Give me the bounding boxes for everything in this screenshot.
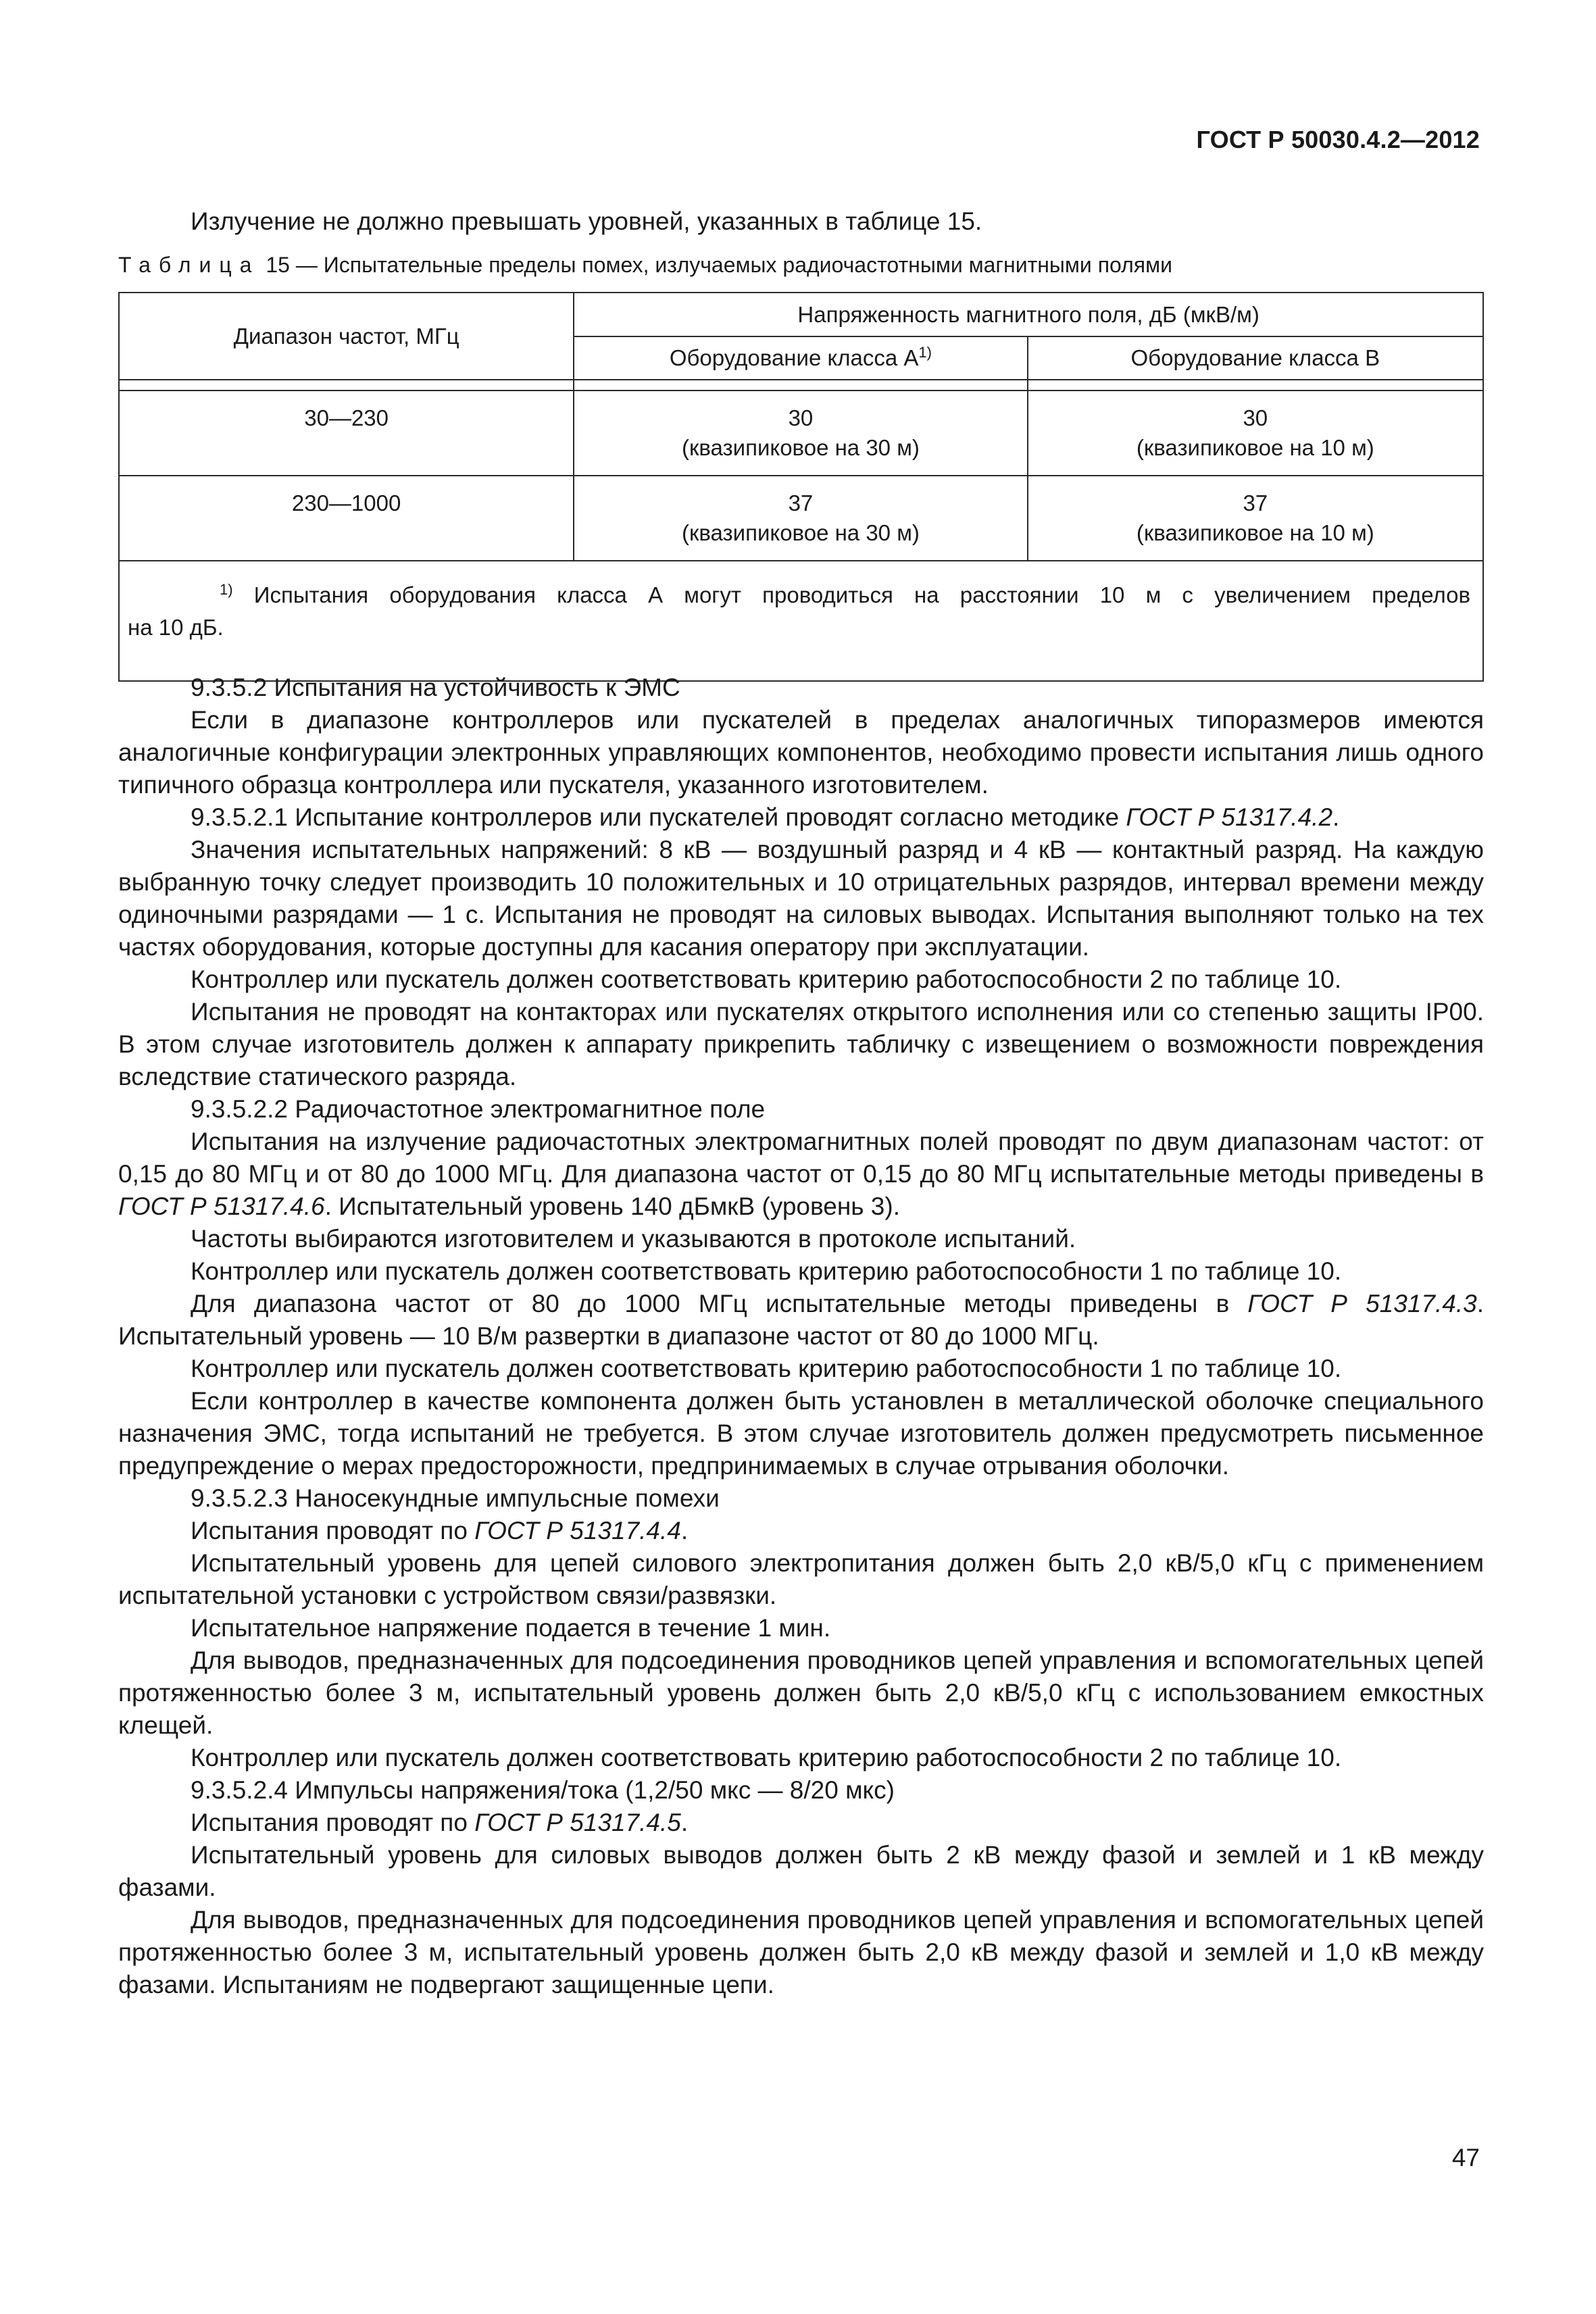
paragraph: Если контроллер в качестве компонента должен быть установлен в металлической оболочке специального назначения ЭМС, тогда испытаний не требуется. В этом случае изготовитель должен предусмотреть письменное предупреждение о мерах предосторожности, предпринимаемых в случае отрывания оболочки. [118, 1387, 1484, 1480]
table-caption-label: Таблица [118, 253, 260, 277]
paragraph: Контроллер или пускатель должен соответствовать критерию работоспособности 2 по таблице 10. [191, 965, 1342, 993]
emission-limits-table [118, 292, 1484, 682]
paragraph: Испытательный уровень для силовых выводов должен быть 2 кВ между фазой и землей и 1 кВ между фазами. [118, 1841, 1484, 1901]
table-caption-text: 15 — Испытательные пределы помех, излучаемых радиочастотными магнитными полями [266, 253, 1172, 277]
paragraph: Испытательное напряжение подается в течение 1 мин. [191, 1614, 831, 1642]
standard-reference: ГОСТ Р 51317.4.4 [474, 1517, 681, 1544]
paragraph: Для выводов, предназначенных для подсоединения проводников цепей управления и вспомогательных цепей протяженностью более 3 м, испытательный уровень должен быть 2,0 кВ/5,0 кГц с использованием емкостных клещей. [118, 1646, 1484, 1739]
paragraph: Испытания не проводят на контакторах или пускателях открытого исполнения или со степенью защиты IP00. В этом случае изготовитель должен к аппарату прикрепить табличку с извещением о возможности повреждения вследствие статического разряда. [118, 998, 1484, 1090]
body-text [118, 672, 1484, 2001]
range-cell: 30—230 [119, 391, 574, 476]
class-a-cell: 30 (квазипиковое на 30 м) [574, 391, 1027, 476]
standard-designation: ГОСТ Р 50030.4.2—2012 [1196, 126, 1480, 153]
class-b-cell: 37 (квазипиковое на 10 м) [1028, 476, 1483, 561]
paragraph: Контроллер или пускатель должен соответствовать критерию работоспособности 1 по таблице 10. [191, 1257, 1342, 1285]
frequency-range-header: Диапазон частот, МГц [119, 293, 574, 380]
header-gap [119, 380, 574, 391]
paragraph: Испытания проводят по ГОСТ Р 51317.4.4. [191, 1517, 689, 1544]
section-heading: 9.3.5.2 Испытания на устойчивость к ЭМС [191, 674, 680, 701]
class-a-header: Оборудование класса $А^{1)}$ [574, 336, 1027, 380]
paragraph: Испытания проводят по ГОСТ Р 51317.4.5. [191, 1809, 689, 1836]
paragraph: Для выводов, предназначенных для подсоединения проводников цепей управления и вспомогательных цепей протяженностью более 3 м, испытательный уровень должен быть 2,0 кВ между фазой и землей и 1,0 кВ между фазами. Испытаниям не подвергают защищенные цепи. [118, 1906, 1484, 1998]
paragraph: Испытания на излучение радиочастотных электромагнитных полей проводят по двум диапазонам частот: от 0,15 до 80 МГц и от 80 до 1000 МГц. Для диапазона частот от 0,15 до 80 МГц испытательные методы приведены в ГОСТ Р 51317.4.6. Испытательный уровень 140 дБмкВ (уровень 3). [118, 1128, 1484, 1220]
paragraph: Если в диапазоне контроллеров или пускателей в пределах аналогичных типоразмеров имеются аналогичные конфигурации электронных управляющих компонентов, необходимо провести испытания лишь одного типичного образца контроллера или пускателя, указанного изготовителем. [118, 706, 1484, 799]
paragraph: Частоты выбираются изготовителем и указываются в протоколе испытаний. [191, 1225, 1076, 1253]
section-heading: 9.3.5.2.3 Наносекундные импульсные помехи [191, 1484, 720, 1512]
footnote-ref: 1) [918, 344, 932, 361]
table-row [119, 476, 1483, 561]
table-caption [118, 250, 1172, 280]
intro-sentence: Излучение не должно превышать уровней, указанных в таблице 15. [191, 207, 982, 235]
section-heading: 9.3.5.2.4 Импульсы напряжения/тока (1,2/50 мкс — 8/20 мкс) [191, 1776, 895, 1804]
paragraph: 9.3.5.2.1 Испытание контроллеров или пускателей проводят согласно методике ГОСТ Р 51317.4.2. [191, 803, 1340, 831]
paragraph: Значения испытательных напряжений: 8 кВ — воздушный разряд и 4 кВ — контактный разряд. На каждую выбранную точку следует производить 10 положительных и 10 отрицательных разрядов, интервал времени между одиночными разрядами — 1 с. Испытания не проводят на силовых выводах. Испытания выполняют только на тех частях оборудования, которые доступны для касания оператору при эксплуатации. [118, 836, 1484, 961]
table-footnote: $^{1)}$ Испытания оборудования класса А могут проводиться на расстоянии 10 м с увеличением пределов на 10 дБ. [119, 561, 1483, 681]
section-heading: 9.3.5.2.2 Радиочастотное электромагнитное поле [191, 1095, 766, 1123]
page-number: 47 [1451, 2144, 1480, 2171]
paragraph: Для диапазона частот от 80 до 1000 МГц испытательные методы приведены в ГОСТ Р 51317.4.3. Испытательный уровень — 10 В/м развертки в диапазоне частот от 80 до 1000 МГц. [118, 1290, 1484, 1350]
class-a-cell: 37 (квазипиковое на 30 м) [574, 476, 1027, 561]
range-cell: 230—1000 [119, 476, 574, 561]
class-b-header: Оборудование класса В [1028, 336, 1483, 380]
class-b-cell: 30 (квазипиковое на 10 м) [1028, 391, 1483, 476]
table-row [119, 391, 1483, 476]
paragraph: Контроллер или пускатель должен соответствовать критерию работоспособности 2 по таблице 10. [191, 1744, 1342, 1771]
standard-reference: ГОСТ Р 51317.4.6 [118, 1192, 325, 1220]
paragraph: Контроллер или пускатель должен соответствовать критерию работоспособности 1 по таблице 10. [191, 1355, 1342, 1382]
standard-reference: ГОСТ Р 51317.4.5 [474, 1809, 681, 1836]
field-strength-header: Напряженность магнитного поля, дБ (мкВ/м) [574, 293, 1483, 336]
standard-reference: ГОСТ Р 51317.4.3 [1247, 1290, 1477, 1317]
paragraph: Испытательный уровень для цепей силового электропитания должен быть 2,0 кВ/5,0 кГц с применением испытательной установки с устройством связи/развязки. [118, 1549, 1484, 1609]
standard-reference: ГОСТ Р 51317.4.2 [1126, 803, 1333, 831]
